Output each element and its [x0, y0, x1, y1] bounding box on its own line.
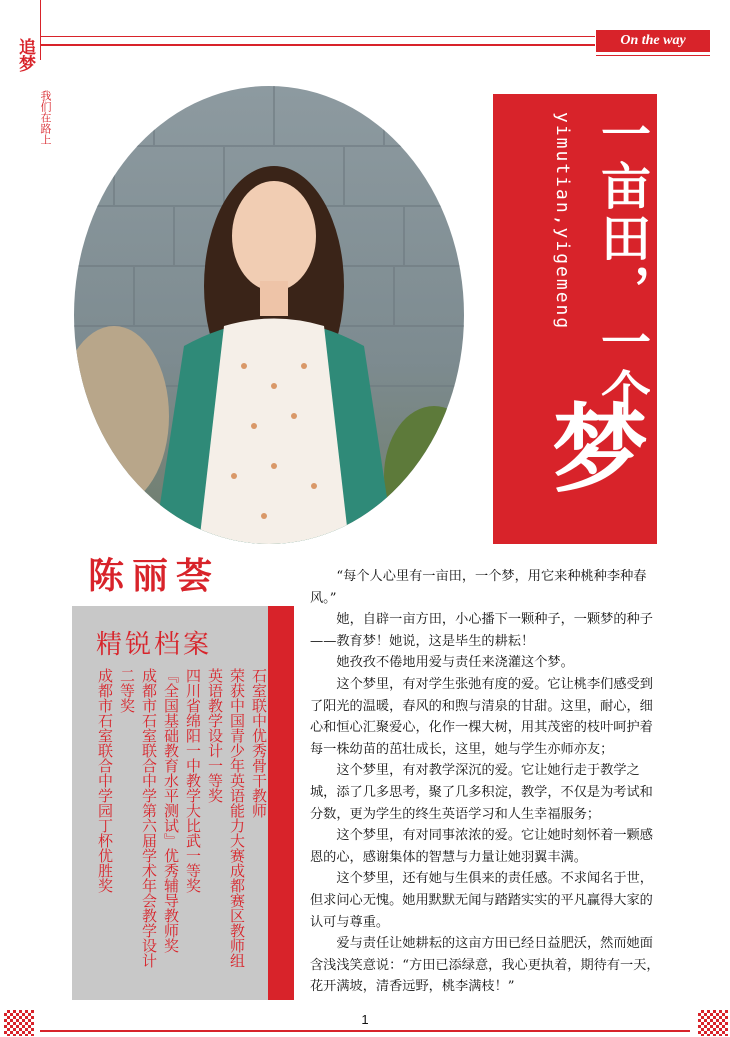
header-corner-line — [40, 0, 41, 60]
profile-item: 英语教学设计一等奖 — [206, 668, 224, 803]
article-paragraph: 这个梦里，还有她与生俱来的责任感。不求闻名于世，但求问心无愧。她用默默无闻与踏踏实实的平凡赢得大家的认可与尊重。 — [310, 871, 653, 930]
article-paragraph: 她，自辟一亩方田，小心播下一颗种子，一颗梦的种子——教育梦！她说，这是毕生的耕耘！ — [310, 612, 653, 649]
article-paragraph: 这个梦里，有对教学深沉的爱。它让她行走于教学之城，添了几多思考，聚了几多积淀，教学，不仅是为考试和分数，更为学生的终生英语学习和人生幸福服务； — [310, 763, 653, 822]
header-rule-thin — [40, 36, 595, 37]
portrait-illustration — [74, 86, 464, 544]
side-subtitle: 我们在路上 — [39, 90, 52, 145]
profile-title: 精锐档案 — [96, 630, 213, 660]
page-number: 1 — [361, 1012, 369, 1027]
article-paragraph: 爱与责任让她耕耘的这亩方田已经日益肥沃，然而她面含浅浅笑意说：“方田已添绿意，我心更执着，期待有一天，花开满坡，清香远野，桃李满枝！” — [310, 936, 660, 995]
badge-underline — [596, 55, 710, 56]
article-paragraph: 这个梦里，有对学生张弛有度的爱。它让桃李们感受到了阳光的温暖，春风的和煦与清泉的甘甜。这里，耐心，细心和恒心汇聚爱心，化作一棵大树，用其茂密的枝叶呵护着每一株幼苗的茁壮成长，这里，她与学生亦师亦友； — [310, 676, 653, 757]
person-name: 陈丽荟 — [88, 556, 221, 597]
profile-item: 石室联中优秀骨干教师 — [250, 668, 268, 818]
profile-item: 成都市石室联合中学园丁杯优胜奖 — [96, 668, 114, 893]
article-paragraph: “每个人心里有一亩田，一个梦，用它来种桃种李种春风。” — [310, 569, 647, 606]
header-badge: On the way — [596, 30, 710, 52]
profile-accent-bar — [268, 606, 294, 1000]
profile-item: 二等奖 — [118, 668, 136, 713]
title-pinyin: yimutian,yigemeng — [552, 112, 573, 331]
profile-item: 『全国基础教育水平测试』优秀辅导教师奖 — [162, 668, 180, 953]
footer-rule — [40, 1030, 690, 1032]
profile-item: 成都市石室联合中学第六届学术年会教学设计 — [140, 668, 158, 968]
portrait-photo — [74, 86, 464, 544]
side-title: 追梦 — [15, 38, 35, 72]
article-paragraph: 这个梦里，有对同事浓浓的爱。它让她时刻怀着一颗感恩的心，感谢集体的智慧与力量让她羽翼丰满。 — [310, 828, 653, 865]
title-main: 一亩田，一个 — [593, 108, 651, 420]
footer-checker-right — [698, 1010, 728, 1036]
footer-checker-left — [4, 1010, 34, 1036]
profile-item: 四川省绵阳一中教学大比武一等奖 — [184, 668, 202, 893]
article-paragraph: 她孜孜不倦地用爱与责任来浇灌这个梦。 — [336, 655, 574, 671]
profile-item: 荣获中国青少年英语能力大赛成都赛区教师组 — [228, 668, 246, 968]
title-dream-char: 梦 — [552, 394, 648, 506]
profile-list — [96, 668, 268, 988]
header-rule-thick — [40, 44, 595, 46]
article-body — [310, 566, 666, 998]
